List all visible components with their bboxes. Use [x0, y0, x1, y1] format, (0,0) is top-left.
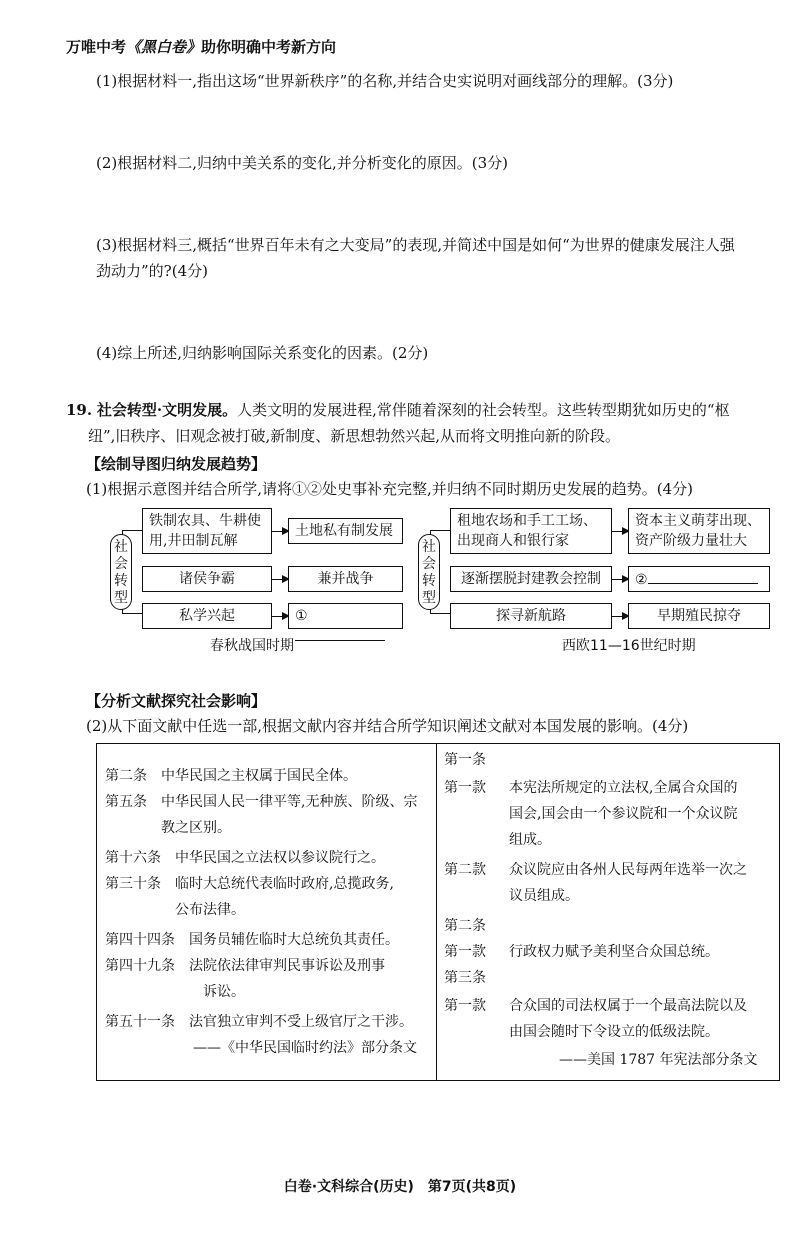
diagram-left-row1-result: 土地私有制发展	[288, 518, 403, 544]
question-19-line1: 人类文明的发展进程,常伴随着深刻的社会转型。这些转型期犹如历史的“枢	[237, 401, 730, 419]
article-30-line2: 公布法律。	[175, 902, 245, 918]
blank-1	[295, 626, 385, 641]
article-49-line1: 第四十九条 法院依法律审判民事诉讼及刑事	[105, 958, 385, 974]
section-title-1: 【绘制导图归纳发展趋势】	[86, 455, 267, 473]
question-19-title: 社会转型·文明发展。	[96, 401, 238, 419]
header-prefix: 万唯中考	[66, 38, 127, 56]
question-1: (1)根据材料一,指出这场“世界新秩序”的名称,并结合史实说明对画线部分的理解。(3分)	[96, 72, 674, 90]
arrow-icon	[612, 531, 628, 532]
documents-divider	[436, 744, 437, 1080]
page-footer: 白卷·文科综合(历史) 第7页(共8页)	[283, 1179, 517, 1195]
sub-question-2: (2)从下面文献中任选一部,根据文献内容并结合所学知识阐述文献对本国发展的影响。(4分)	[86, 717, 689, 735]
header-brand: 《黑白卷》	[126, 38, 202, 56]
question-19-number: 19.	[66, 401, 93, 419]
us-article-1: 第一条	[444, 752, 486, 768]
diagram-right-caption: 西欧11—16世纪时期	[562, 638, 696, 654]
question-19-line2: 纽”,旧秩序、旧观念被打破,新制度、新思想勃然兴起,从而将文明推向新的阶段。	[88, 427, 620, 445]
document-right-source: ——美国 1787 年宪法部分条文	[559, 1052, 758, 1068]
document-left-source: ——《中华民国临时约法》部分条文	[193, 1040, 417, 1056]
us-article-3: 第三条	[444, 970, 486, 986]
documents-table	[96, 743, 780, 1081]
article-5-line1: 第五条 中华民国人民一律平等,无种族、阶级、宗	[105, 794, 418, 810]
diagram-left-row2-cause: 诸侯争霸	[142, 566, 272, 592]
us-article-1-clause-2-line2: 议员组成。	[509, 888, 579, 904]
arrow-icon	[272, 616, 288, 617]
arrow-icon	[272, 531, 288, 532]
diagram-left-row3-cause: 私学兴起	[142, 603, 272, 629]
diagram-right-label: 社会转型	[418, 534, 440, 610]
blank-2-marker: ②	[635, 572, 648, 588]
diagram-left-row3-result	[288, 603, 403, 629]
page-header	[66, 36, 336, 57]
diagram-left-row1-cause: 铁制农具、牛耕使用,井田制瓦解	[142, 508, 272, 554]
diagram-right-row1-cause: 租地农场和手工工场、出现商人和银行家	[450, 508, 612, 554]
question-3-line1: (3)根据材料三,概括“世界百年未有之大变局”的表现,并简述中国是如何“为世界的健康发展注人强	[96, 236, 735, 254]
header-suffix: 助你明确中考新方向	[201, 38, 337, 56]
sub-question-1: (1)根据示意图并结合所学,请将①②处史事补充完整,并归纳不同时期历史发展的趋势。(4分)	[86, 480, 694, 498]
diagram-right-row3-cause: 探寻新航路	[450, 603, 612, 629]
blank-2	[648, 569, 758, 584]
us-article-1-clause-1-line2: 国会,国会由一个参议院和一个众议院	[509, 806, 738, 822]
arrow-icon	[272, 579, 288, 580]
diagram-right-row2-cause: 逐渐摆脱封建教会控制	[450, 566, 612, 592]
question-3	[96, 232, 786, 284]
arrow-icon	[612, 579, 628, 580]
blank-1-marker: ①	[295, 608, 308, 624]
us-article-2: 第二条	[444, 918, 486, 934]
article-51: 第五十一条 法官独立审判不受上级官厅之干涉。	[105, 1014, 413, 1030]
us-article-1-clause-1-line3: 组成。	[509, 832, 551, 848]
us-article-2-clause-1-label: 第一款	[444, 944, 486, 960]
us-article-1-clause-2-line1: 众议院应由各州人民每两年选举一次之	[509, 862, 747, 878]
diagram-right-row2-result	[628, 566, 770, 592]
diagram-right-row1-result: 资本主义萌芽出现、资产阶级力量壮大	[628, 508, 770, 554]
article-2: 第二条 中华民国之主权属于国民全体。	[105, 768, 357, 784]
us-article-2-clause-1-line1: 行政权力赋予美利坚合众国总统。	[509, 944, 719, 960]
question-4: (4)综上所述,归纳影响国际关系变化的因素。(2分)	[96, 344, 429, 362]
us-article-1-clause-1-label: 第一款	[444, 780, 486, 796]
diagram-left-label: 社会转型	[110, 534, 132, 610]
section-title-2: 【分析文献探究社会影响】	[86, 692, 267, 710]
question-3-line2: 劲动力”的?(4分)	[96, 262, 208, 280]
article-30-line1: 第三十条 临时大总统代表临时政府,总揽政务,	[105, 876, 394, 892]
question-19-intro	[66, 397, 786, 449]
us-article-1-clause-1-line1: 本宪法所规定的立法权,全属合众国的	[509, 780, 738, 796]
us-article-3-clause-1-line1: 合众国的司法权属于一个最高法院以及	[509, 998, 747, 1014]
article-5-line2: 教之区别。	[161, 820, 231, 836]
diagram-left-caption: 春秋战国时期	[210, 638, 294, 654]
diagram-right-row3-result: 早期殖民掠夺	[628, 603, 770, 629]
arrow-icon	[612, 616, 628, 617]
diagram-left-row2-result: 兼并战争	[288, 566, 403, 592]
article-49-line2: 诉讼。	[203, 984, 245, 1000]
article-16: 第十六条 中华民国之立法权以参议院行之。	[105, 850, 385, 866]
us-article-3-clause-1-label: 第一款	[444, 998, 486, 1014]
us-article-1-clause-2-label: 第二款	[444, 862, 486, 878]
question-2: (2)根据材料二,归纳中美关系的变化,并分析变化的原因。(3分)	[96, 154, 509, 172]
us-article-3-clause-1-line2: 由国会随时下令设立的低级法院。	[509, 1024, 719, 1040]
article-44: 第四十四条 国务员辅佐临时大总统负其责任。	[105, 932, 399, 948]
